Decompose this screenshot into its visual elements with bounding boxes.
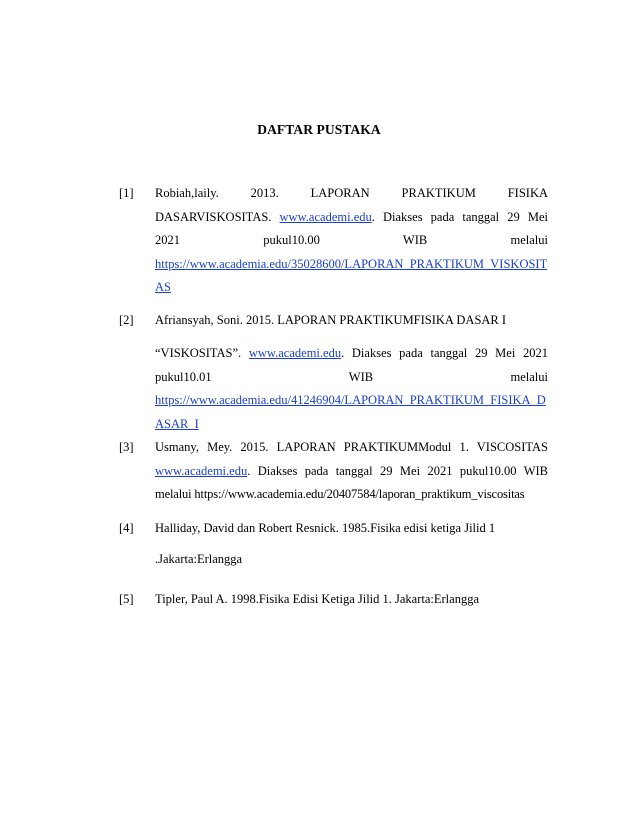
reference-line: .Jakarta:Erlangga xyxy=(155,552,243,566)
reference-text: DASARVISKOSITAS. xyxy=(155,209,272,224)
reference-line: Robiah,laily. 2013. LAPORAN PRAKTIKUM FISIKA xyxy=(155,186,548,200)
reference-text: “VISKOSITAS”. xyxy=(155,346,242,360)
reference-link[interactable]: AS xyxy=(155,280,171,294)
reference-line xyxy=(155,463,548,487)
reference-line xyxy=(155,279,548,303)
reference-line: pukul10.01 WIB melalui xyxy=(155,369,548,384)
reference-line xyxy=(155,416,548,440)
reference-number: [5] xyxy=(119,592,134,606)
reference-link[interactable]: www.academi.edu xyxy=(155,463,248,478)
reference-line xyxy=(155,209,548,233)
reference-line: Halliday, David dan Robert Resnick. 1985.Fisika edisi ketiga Jilid 1 xyxy=(155,521,496,535)
reference-link[interactable]: ASAR_I xyxy=(155,416,199,431)
reference-link[interactable]: www.academi.edu xyxy=(279,209,372,224)
reference-line: 2021 pukul10.00 WIB melalui xyxy=(155,233,548,247)
reference-body xyxy=(155,439,548,510)
reference-line xyxy=(155,345,548,369)
reference-text: . Diakses pada tanggal 29 Mei 2021 xyxy=(341,346,548,360)
reference-body xyxy=(155,591,548,615)
reference-link[interactable]: https://www.academia.edu/41246904/LAPORAN_PRAKTIKUM_FISIKA_D xyxy=(155,393,546,407)
reference-body xyxy=(155,520,548,575)
reference-text: . Diakses pada tanggal 29 Mei 2021 pukul10.00 WIB xyxy=(247,463,548,478)
reference-line: Afriansyah, Soni. 2015. LAPORAN PRAKTIKUMFISIKA DASAR I xyxy=(155,313,507,327)
reference-line xyxy=(155,256,548,280)
reference-number: [3] xyxy=(119,440,134,454)
reference-number: [4] xyxy=(119,521,134,535)
reference-body xyxy=(155,185,548,303)
reference-link[interactable]: www.academi.edu xyxy=(248,346,342,360)
page-title: DAFTAR PUSTAKA xyxy=(257,122,381,137)
reference-line: Tipler, Paul A. 1998.Fisika Edisi Ketiga Jilid 1. Jakarta:Erlangga xyxy=(155,592,480,606)
reference-link[interactable]: https://www.academia.edu/35028600/LAPORAN_PRAKTIKUM_VISKOSIT xyxy=(155,256,548,271)
reference-line: melalui https://www.academia.edu/20407584/laporan_praktikum_viscositas xyxy=(155,487,525,501)
reference-line xyxy=(155,392,548,416)
reference-number: [2] xyxy=(119,313,134,327)
reference-text: . Diakses pada tanggal 29 Mei xyxy=(371,209,548,224)
reference-number: [1] xyxy=(119,186,134,200)
reference-line: Usmany, Mey. 2015. LAPORAN PRAKTIKUMModul 1. VISCOSITAS xyxy=(155,440,548,454)
reference-body xyxy=(155,312,548,439)
